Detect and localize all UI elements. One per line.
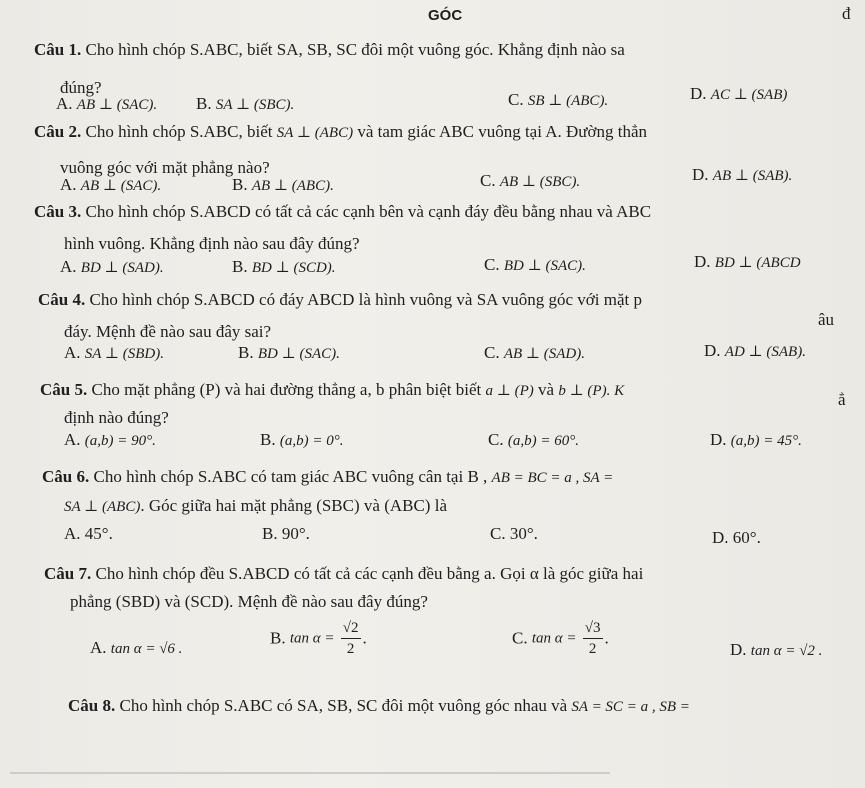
q5-option-c[interactable] [488,430,579,451]
q7-option-b-letter: B. [270,628,286,648]
q5-option-d[interactable] [710,430,802,451]
q6-option-c-text: 30°. [509,524,538,543]
q1-label: Câu 1. [34,40,82,59]
q5-text-2: và [538,380,555,399]
q4-option-d-letter: D. [704,341,721,360]
q3-option-b[interactable] [232,257,336,278]
q5-side-fragment: ẳ [838,390,846,409]
q6-label: Câu 6. [42,467,90,486]
q4-option-b-text: BD ⊥ (SAC). [257,346,340,362]
q6-option-a-text: 45°. [84,524,113,543]
q6-option-d-text: 60°. [732,528,761,547]
q5-option-b-letter: B. [260,430,276,449]
q1-option-a-text: AB ⊥ (SAC). [76,97,158,113]
q7-stem [44,564,643,584]
q7-label: Câu 7. [44,564,92,583]
q3-option-a-letter: A. [60,257,77,276]
q5-option-a-text: (a,b) = 90°. [84,433,156,449]
q1-option-a[interactable] [56,94,157,115]
q4-stem-2: đáy. Mệnh đề nào sau đây sai? [64,322,272,341]
q5-option-c-text: (a,b) = 60°. [507,433,579,449]
q3-option-d[interactable] [694,252,801,273]
q3-stem-2: hình vuông. Khẳng định nào sau đây đúng? [64,234,360,253]
q2-option-a-letter: A. [60,175,77,194]
q3-option-c-text: BD ⊥ (SAC). [503,258,586,274]
q3-option-b-letter: B. [232,257,248,276]
q2-option-d-letter: D. [692,165,709,184]
q6-math-2: SA ⊥ (ABC) [64,499,141,515]
q2-option-a[interactable] [60,175,161,196]
q7-option-d-letter: D. [730,640,747,659]
q3-option-d-letter: D. [694,252,711,271]
q3-option-c-letter: C. [484,255,500,274]
q1-stem-2: đúng? [60,78,102,97]
q6-stem-2 [64,496,447,517]
section-title: GÓC [428,7,463,24]
bottom-divider [10,772,610,774]
q6-math-1: AB = BC = a , SA = [491,470,614,486]
q7-option-c-letter: C. [512,628,528,648]
q7-option-c-denominator: 2 [588,641,597,657]
q2-option-d[interactable] [692,165,792,186]
q4-option-b[interactable] [238,343,340,364]
q6-option-b[interactable] [262,524,310,544]
q6-option-c-letter: C. [490,524,506,543]
q2-text-2: và tam giác ABC vuông tại A. Đường thẳn [357,122,648,141]
q3-text: Cho hình chóp S.ABCD có tất cả các cạnh bên và cạnh đáy đều bằng nhau và ABC [85,202,652,221]
q1-option-b-letter: B. [196,94,212,113]
q6-text: Cho hình chóp S.ABC có tam giác ABC vuông cân tại B , [93,467,488,486]
q4-option-a[interactable] [64,343,164,364]
q1-option-a-letter: A. [56,94,73,113]
q4-option-c[interactable] [484,343,585,364]
q7-option-c-numerator: √3 [583,618,603,639]
q2-option-c[interactable] [480,171,580,192]
q5-label: Câu 5. [40,380,88,399]
q7-option-d-text: tan α = √2 . [750,643,823,659]
q2-option-b[interactable] [232,175,334,196]
q6-option-a[interactable] [64,524,113,544]
q4-option-c-letter: C. [484,343,500,362]
q3-option-a-text: BD ⊥ (SAD). [80,260,164,276]
q4-label: Câu 4. [38,290,86,309]
q4-side-fragment: âu [818,310,835,329]
q4-option-b-letter: B. [238,343,254,362]
q5-option-a-letter: A. [64,430,81,449]
q6-option-c[interactable] [490,524,538,544]
q2-text-1: Cho hình chóp S.ABC, biết [85,122,273,141]
q6-text-2: . Góc giữa hai mặt phẳng (SBC) và (ABC) là [140,496,447,515]
q5-stem [40,380,624,401]
q3-option-b-text: BD ⊥ (SCD). [251,260,336,276]
q5-stem-2: định nào đúng? [64,408,169,427]
q7-stem-2: phẳng (SBD) và (SCD). Mệnh đề nào sau đây đúng? [70,592,428,611]
q1-option-d-letter: D. [690,84,707,103]
q7-option-a[interactable] [90,638,182,659]
q7-option-b-denominator: 2 [346,641,355,657]
q6-option-a-letter: A. [64,524,81,543]
q2-option-a-text: AB ⊥ (SAC). [80,178,162,194]
q2-stem [34,122,647,143]
q7-option-b-prefix: tan α = [289,630,335,647]
q6-option-d-letter: D. [712,528,729,547]
q2-option-b-text: AB ⊥ (ABC). [251,178,334,194]
q2-option-c-text: AB ⊥ (SBC). [499,174,581,190]
q7-option-c-prefix: tan α = [531,630,577,647]
q4-text: Cho hình chóp S.ABCD có đáy ABCD là hình vuông và SA vuông góc với mặt p [89,290,642,309]
q5-option-d-text: (a,b) = 45°. [730,433,802,449]
q5-option-d-letter: D. [710,430,727,449]
q8-stem [68,696,690,717]
q5-math-1: a ⊥ (P) [485,383,534,399]
corner-fragment: đ [842,4,851,23]
q4-stem [38,290,642,310]
q5-math-2: b ⊥ (P). K [558,383,625,399]
q1-option-d-text: AC ⊥ (SAB) [710,87,788,103]
q3-stem [34,202,651,222]
q5-text-1: Cho mặt phẳng (P) và hai đường thẳng a, b phân biệt biết [91,380,482,399]
q6-option-b-text: 90°. [281,524,310,543]
q3-label: Câu 3. [34,202,82,221]
q2-math: SA ⊥ (ABC) [276,125,354,141]
q4-option-d[interactable] [704,341,806,362]
q7-option-a-text: tan α = √6 . [110,641,183,657]
q7-option-b[interactable]: B. tan α = $\frac{√2}{2}$ . [270,620,367,657]
q4-option-d-text: AD ⊥ (SAB). [724,344,806,360]
q7-option-c[interactable]: C. tan α = $\frac{√3}{2}$ . [512,620,609,657]
q4-option-a-text: SA ⊥ (SBD). [84,346,165,362]
q4-option-a-letter: A. [64,343,81,362]
q2-option-d-text: AB ⊥ (SAB). [712,168,793,184]
q5-option-b-text: (a,b) = 0°. [279,433,344,449]
q2-label: Câu 2. [34,122,82,141]
q1-text: Cho hình chóp S.ABC, biết SA, SB, SC đôi một vuông góc. Khẳng định nào sa [85,40,625,59]
q1-option-d[interactable] [690,84,787,105]
q3-option-d-text: BD ⊥ (ABCD [714,255,801,271]
q1-option-c-letter: C. [508,90,524,109]
q1-option-c-text: SB ⊥ (ABC). [527,93,609,109]
q7-option-c-fraction [583,618,603,659]
q2-option-c-letter: C. [480,171,496,190]
q7-option-d[interactable] [730,640,822,661]
q3-option-c[interactable] [484,255,586,276]
q8-math: SA = SC = a , SB = [571,699,690,715]
q7-option-b-fraction [341,618,361,659]
q1-option-b-text: SA ⊥ (SBC). [215,97,295,113]
q7-option-a-letter: A. [90,638,107,657]
q1-option-b[interactable] [196,94,294,115]
q5-option-c-letter: C. [488,430,504,449]
q6-stem [42,467,613,488]
q2-option-b-letter: B. [232,175,248,194]
q4-option-c-text: AB ⊥ (SAD). [503,346,586,362]
q3-option-a[interactable] [60,257,164,278]
q5-option-a[interactable] [64,430,156,451]
q7-text: Cho hình chóp đều S.ABCD có tất cả các cạnh đều bằng a. Gọi α là góc giữa hai [95,564,644,583]
q8-text: Cho hình chóp S.ABC có SA, SB, SC đôi một vuông góc nhau và [119,696,568,715]
q6-option-d[interactable] [712,528,761,548]
q2-stem-2: vuông góc với mặt phẳng nào? [60,158,270,177]
q1-stem [34,40,625,60]
q8-label: Câu 8. [68,696,116,715]
q5-option-b[interactable] [260,430,343,451]
q1-option-c[interactable] [508,90,608,111]
q7-option-b-numerator: √2 [341,618,361,639]
q6-option-b-letter: B. [262,524,278,543]
